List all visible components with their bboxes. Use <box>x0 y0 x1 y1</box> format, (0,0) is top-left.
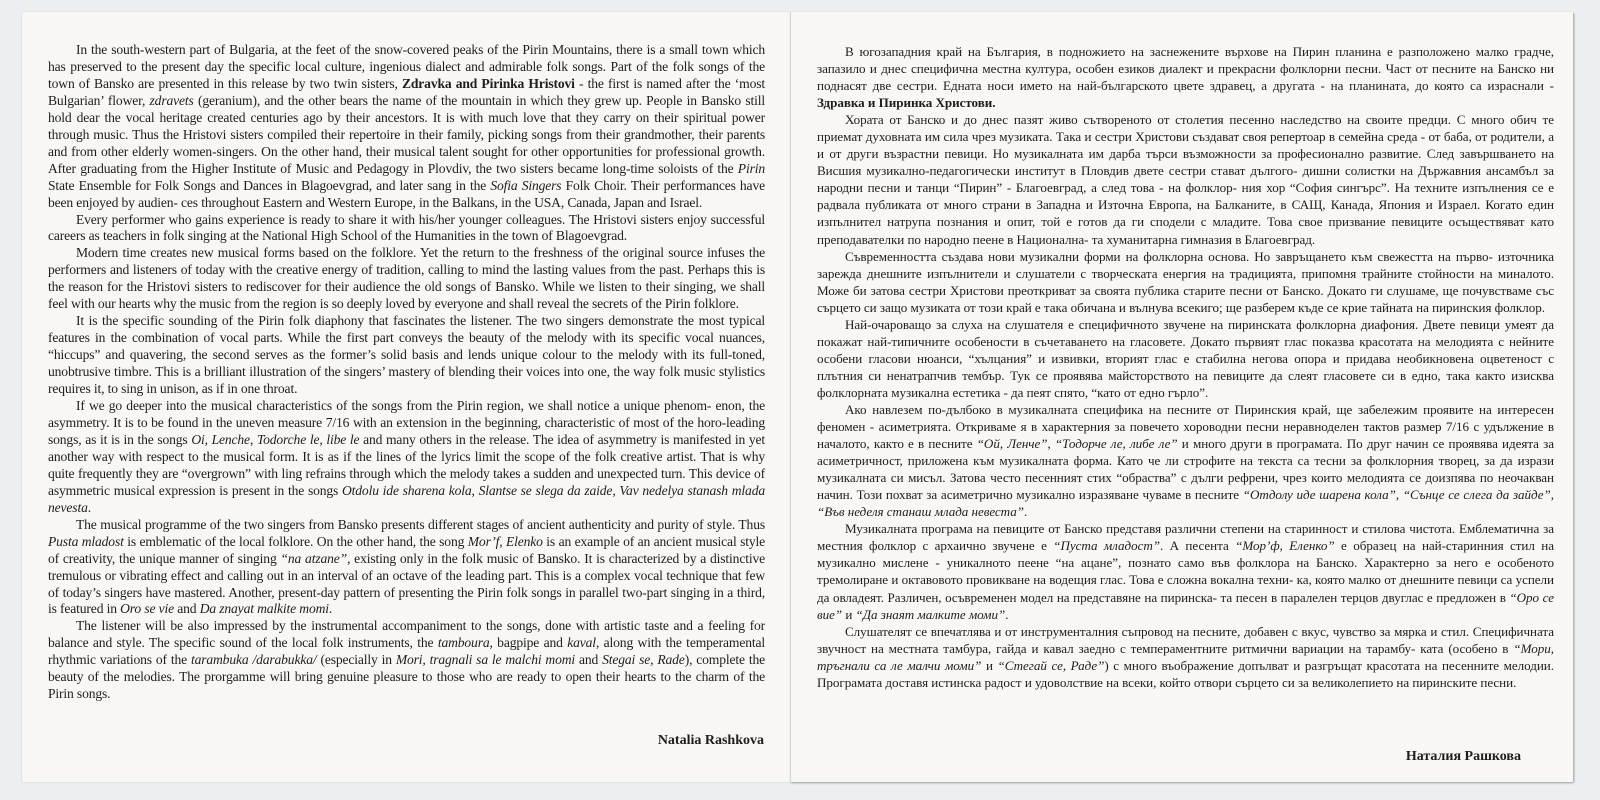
paragraph <box>817 248 1554 316</box>
paragraph <box>817 316 1554 401</box>
italic-text: Otdolu ide sharena kola <box>341 482 472 498</box>
italic-text: Stegai se, Rade <box>602 652 685 668</box>
text-run: The listener will be also impressed by the instrumental accompaniment to the songs, done with artistic taste and a feeling for balance and style. The specific sound of the local folk instruments, the <box>48 618 765 651</box>
italic-text: tarambuka /darabukka/ <box>190 652 317 668</box>
english-signature: Natalia Rashkova <box>657 733 764 748</box>
english-text-column <box>48 42 765 703</box>
italic-text: Mori, tragnali sa le malchi momi <box>395 652 576 668</box>
text-run: Слушателят се впечатлява и от инструменталния съпровод на песните, добавен с вкус, чувство за мярка и стил. Специфичната звучност на местната тамбура, гайда и кавал заедно с темпераментните ритмични вариации на тарамбу- ката (особено в <box>817 623 1554 656</box>
italic-text: Sofia Singers <box>490 177 562 193</box>
text-run: ) с много въображение допълват и разгръщат красотата на песенните мелодии. Програмата доставя истинска радост и удоволствие на всеки, който отвори сърцето си за великолепието на пиринските песни. <box>817 657 1554 690</box>
text-run: . <box>1005 606 1009 622</box>
italic-text: Mor’f, Elenko <box>467 533 543 549</box>
italic-text: Oi, Lenche <box>191 431 250 447</box>
text-run: is emblematic of the local folklore. On the other hand, the song <box>123 533 468 549</box>
text-run: , existing only in the folk music of Bansko. It is characterized by a distinctive tremulous or vibrating effect and calling out in an interval of an octave of the leading part. This is a complex vocal technique that few of today’s singers have mastered. Another, present-day pattern of presenting the Pirin folk songs in parallel two-part singing in a third, is featured in <box>48 550 765 617</box>
text-run: и <box>981 657 998 673</box>
paragraph <box>48 517 765 619</box>
bold-text: Zdravka and Pirinka Hristovi <box>401 75 575 91</box>
text-run: Ако навлезем по-дълбоко в музикалната специфика на песните от Пиринския край, ще забележим проявите на интересен феномен - асиметрията. Откриваме я в характерния за повечето хороводни песни неравноделен тактов размер 7/16 с удължение в началото, както е в песните <box>817 401 1554 452</box>
text-run: , <box>471 482 479 498</box>
bulgarian-signature: Наталия Рашкова <box>1405 749 1521 764</box>
text-run: . <box>1023 504 1028 520</box>
paragraph <box>817 623 1554 691</box>
text-run: е образец на най-старинния стил на музикално мислене - уникалното пеене “на ацане”, познато само във фолклора на Банско. Характерно за него е особеното тремолиране и октавовото провикване на водещия глас. Това е сложна вокална техни- ка, която малко от днешните певици са успели да овладеят. Различен, осъвременен модел на представяне на пиринска- та песен в паралелен терцов двуглас е предложен в <box>817 538 1554 605</box>
italic-text: “Пуста младост” <box>1053 538 1160 554</box>
italic-text: “Тодорче ле, либе ле” <box>1054 436 1178 452</box>
text-run: Музикалната програма на певиците от Банско представя различни степени на старинност и стилова чистота. Емблематична за местния фолклор с архаично звучене е <box>817 521 1554 554</box>
text-run: Modern time creates new musical forms based on the folklore. Yet the return to the freshness of the original source infuses the performers and listeners of today with the creative energy of tradition, calling to mind the lasting values from the past. Perhaps this is the reason for the Hristovi sisters to rediscover for their audience the old songs of Bansko. While we listen to their singing, we shall feel with our hearts why the music from the region is so deeply loved by everyone and shall reveal the secrets of the Pirin folklore. <box>48 245 765 312</box>
italic-text: Da znayat malkite momi <box>199 601 329 617</box>
text-run: Най-очароващо за слуха на слушателя е специфичното звучене на пиринската фолклорна диафония. Двете певици умеят да покажат най-типичните особености в съчетаването на гласовете. Докато първият глас показва красотата на мелодията с нейните особени гласови нюанси, “хълцания” и извивки, вторият глас е стабилна негова опора и придава необикновена оцветеност с плътния си ненатрапчив тембър. Тук се проявява майсторството на певиците да слеят гласовете си в едно, така както изисква фолклорната музикална естетика - да пеят спято, “като от едно гърло”. <box>817 316 1554 400</box>
text-run: , <box>1395 487 1403 503</box>
text-run: , <box>612 482 620 498</box>
text-run: , <box>249 431 257 447</box>
italic-text: “Мори, тръгнали са ле малчи моми” <box>817 640 1554 673</box>
paragraph <box>48 313 765 398</box>
text-run: (geranium), and the other bears the name of the mountain in which they grew up. People in Bansko still hold dear the vocal heritage created centuries ago by their ancestors. It is with much love that they carry on their spiritual power through music. Thus the Hristovi sisters compiled their repertoire in their family, picking songs from their grandmother, their parents and from other elderly women-singers. On the other hand, their musical talent sought for other opportunities for professional growth. After graduating from the Higher Institute of Music and Pedagogy in Plovdiv, the two sisters became long-time soloists of the <box>48 92 765 176</box>
italic-text: “Стегай се, Раде” <box>997 657 1105 673</box>
bulgarian-text-column <box>817 43 1554 691</box>
bulgarian-page <box>790 12 1573 782</box>
text-run: , along with the temperamental rhythmic variations of the <box>48 635 766 668</box>
italic-text: “Ой, Ленче” <box>976 436 1048 452</box>
italic-text: Slantse se slega da zaide <box>478 482 613 498</box>
paragraph <box>48 618 765 703</box>
text-run: , <box>1047 436 1055 452</box>
italic-text: Pirin <box>737 160 765 176</box>
text-run: and <box>174 601 200 617</box>
text-run: If we go deeper into the musical characteristics of the songs from the Pirin region, we shall notice a unique phenom- enon, the asymmetry. It is to be found in the uneven measure 7/16 with an extension in the beginning, characteristic of most of the horo-leading songs, as it is in the songs <box>48 398 765 447</box>
text-run: State Ensemble for Folk Songs and Dances in Blagoevgrad, and later sang in the <box>48 177 491 193</box>
italic-text: “Мор’ф, Еленко” <box>1235 538 1335 554</box>
italic-text: tamboura <box>437 635 490 651</box>
paragraph <box>817 111 1554 247</box>
text-run: , <box>1550 487 1554 503</box>
text-run: Хората от Банско и до днес пазят живо сътвореното от столетия песенно наследство на своите предци. С много обич те приемат духовната им сила чрез музиката. Така и сестри Христови създават своя репертоар в семейна среда - от баба, от родители, а и от други възрастни певици. Но музикалната им дарба търси възможности за професионално развитие. След завършването на Висшия музикално-педагогически институт в Пловдив двете сестри стават дългого- дишни солистки на Държавния ансамбъл за народни песни и танци “Пирин” - Благоевград, а след това - на фолклор- ния хор “София сингърс”. На техните изпълнения се е радвала публиката от много страни в Западна и Източна Европа, на Балканите, в САЩ, Канада, Япония и Израел. Когато един изпълнител натрупа познания и опит, той е готов да ги сподели с младите. Това свое призвание певиците осъществяват като преподавателки по народно пеене в Национална- та хуманитарна гимназия в Благоевград. <box>817 112 1554 247</box>
italic-text: Vav nedelya stanash mlada nevesta <box>48 482 765 515</box>
paragraph <box>817 43 1554 111</box>
paragraph <box>48 42 765 212</box>
italic-text: “na atzane” <box>280 550 348 566</box>
italic-text: Pusta mladost <box>48 533 124 549</box>
text-run: is an example of an ancient musical style of creativity, the unique manner of singing <box>48 533 765 566</box>
text-run: In the south-western part of Bulgaria, at the feet of the snow-covered peaks of the Pirin Mountains, there is a small town which has preserved to the present day the specific local culture, ingenious dialect and admirable folk songs. Part of the folk songs of the town of Bansko are presented in this release by two twin sisters, <box>48 42 765 91</box>
text-run: ), complete the beauty of the melodies. The prorgamme will bring genuine pleasure to those who are ready to open their hearts to the charm of the Pirin songs. <box>48 652 765 702</box>
english-page <box>22 12 790 782</box>
text-run: . <box>87 499 91 515</box>
italic-text: “Отдолу иде шарена кола” <box>1242 487 1396 503</box>
italic-text: Oro se vie <box>120 601 174 617</box>
text-run: - the first is named after the ‘most Bulgarian’ flower, <box>48 75 765 108</box>
paragraph <box>817 401 1554 520</box>
text-run: В югозападния край на България, в подножието на заснежените върхове на Пирин планина е разположено малко градче, запазило и днес специфична местна култура, особен езиков диалект и прекрасни фолклорни песни. Част от песните на Банско ни поднасят две сестри. Едната носи името на най-българското цвете здравец, а другата - на планината, до която са израснали - <box>817 44 1554 94</box>
text-run: and <box>575 652 603 668</box>
italic-text: “Да знаят малките моми” <box>855 606 1006 622</box>
italic-text: Todorche le, libe le <box>256 431 360 447</box>
text-run: . <box>328 601 333 617</box>
paragraph <box>48 212 765 246</box>
paragraph <box>48 245 765 313</box>
italic-text: “Във неделя станаш млада невеста” <box>817 504 1024 520</box>
paragraph <box>48 398 765 517</box>
text-run: Съвременността създава нови музикални форми на фолклорна основа. Но завръщането към свежестта на първо- източника зарежда днешните изпълнители и слушатели с творческата енергия на традицията, припомня трайните стойности на миналото. Може би затова сестри Христови преоткриват за своята публика старите песни от Банско. Докато ги слушаме, ще почувстваме със сърцето си защо музиката от този край е така обичана и вълнува всекиго; ще разберем къде се крие тайната на пиринския фолклор. <box>817 248 1554 315</box>
text-run: , bagpipe and <box>489 635 568 651</box>
text-run: and many others in the release. The idea of asymmetry is manifested in yet another way with respect to the musical form. It is as if the lines of the lyrics limit the scope of the folk creative artist. That is why quite frequently they are “overgrown” with ling refrains through which the melody takes a sudden and unexpected turn. This device of asymmetric musical expression is present in the songs <box>48 431 766 498</box>
italic-text: kaval <box>567 635 596 651</box>
italic-text: zdravets <box>149 92 194 108</box>
italic-text: “Оро се вие” <box>817 589 1554 622</box>
text-run: The musical programme of the two singers from Bansko presents different stages of ancient authenticity and purity of style. Thus <box>76 516 765 532</box>
text-run: It is the specific sounding of the Pirin folk diaphony that fascinates the listener. The two singers demonstrate the most typical features in the combination of vocal parts. While the first part conveys the beauty of the melody with its specific vocal nuances, “hiccups” and quavering, the second serves as the former’s solid basis and lends unique colour to the melody with its full-toned, unobtrusive timbre. This is a brilliant illustration of the singers’ mastery of blending their voices into one, the way folk music stylistics requires it, to sing in unison, as if in one throat. <box>48 313 765 397</box>
text-run: Every performer who gains experience is ready to share it with his/her younger colleagues. The Hristovi sisters enjoy successful careers as teachers in folk singing at the National High School of the Humanities in the town of Blagoevgrad. <box>48 211 765 244</box>
bold-text: Здравка и Пиринка Христови. <box>817 95 996 111</box>
text-run: и <box>842 606 856 622</box>
text-run: Folk Choir. Their performances have been enjoyed by audien- ces throughout Eastern and Western Europe, in the Balkans, in the USA, Canada, Japan and Israel. <box>48 177 765 210</box>
text-run: . А песента <box>1159 538 1236 554</box>
italic-text: “Сънце се слега да зайде” <box>1402 487 1551 503</box>
text-run: (especially in <box>316 652 396 668</box>
text-run: и много други в програмата. По друг начин се проявява идеята за асиметричност, приложена към музикалната форма. Като че ли строфите на текста са тесни за фолклорния творец, за да изрази музикалната си мисъл. Затова често песенният стих “обраства” с дълги рефрени, чрез които мелодията се доизпява по неочакван начин. Този похват за асиметрично музикално изразяване чуваме в песните <box>817 436 1555 503</box>
paragraph <box>817 520 1554 622</box>
